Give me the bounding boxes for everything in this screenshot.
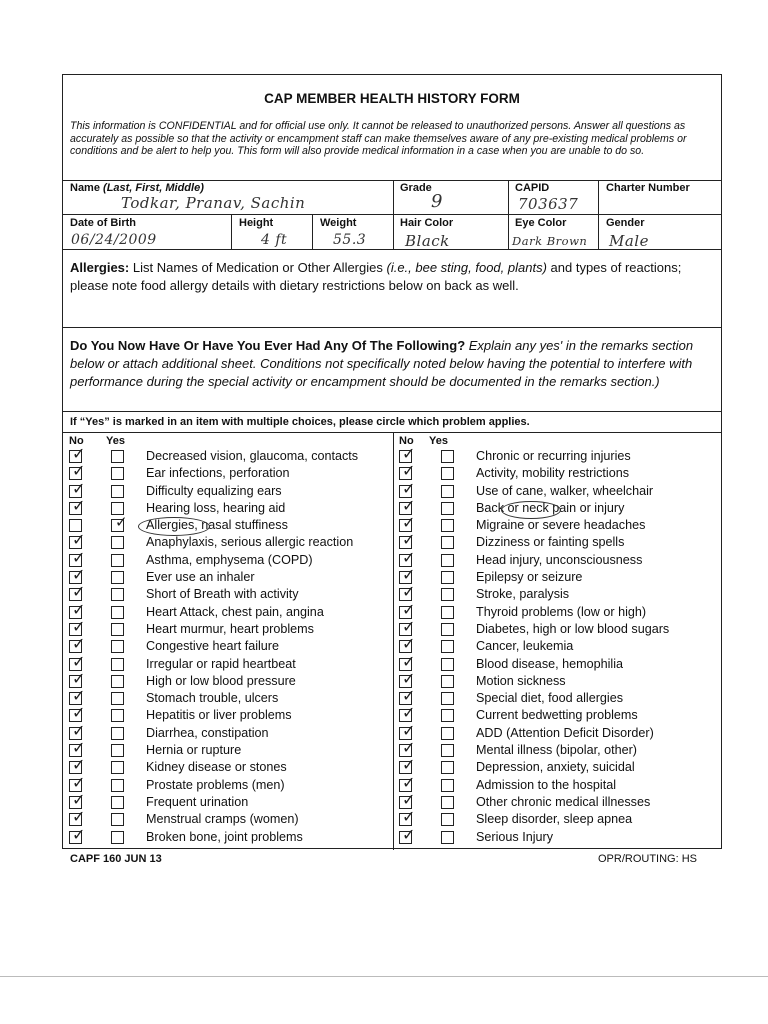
- right-condition-row: [393, 703, 723, 724]
- no-check-mark: ✓: [402, 789, 416, 809]
- condition-label: Depression, anxiety, suicidal: [476, 760, 635, 775]
- condition-label: High or low blood pressure: [146, 673, 296, 688]
- condition-label: Ear infections, perforation: [146, 466, 290, 481]
- condition-label: Congestive heart failure: [146, 639, 280, 654]
- condition-label: Diarrhea, constipation: [146, 725, 269, 740]
- left-condition-row: [63, 478, 393, 500]
- no-check-mark: ✓: [402, 824, 416, 844]
- yes-checkbox[interactable]: [111, 588, 124, 601]
- left-condition-row: [63, 582, 393, 603]
- no-check-mark: ✓: [402, 807, 416, 827]
- yes-checkbox[interactable]: [441, 761, 454, 774]
- condition-label: Frequent urination: [146, 794, 249, 809]
- right-condition-row: [393, 651, 723, 673]
- condition-label: Difficulty equalizing ears: [146, 483, 282, 498]
- health-history-form: [62, 74, 722, 849]
- no-check-mark: ✓: [72, 461, 86, 481]
- no-check-mark: ✓: [72, 738, 86, 758]
- condition-label: Asthma, emphysema (COPD): [146, 552, 313, 567]
- left-condition-row: [63, 599, 393, 621]
- left-condition-row: [63, 547, 393, 569]
- name-label: Name (Last, First, Middle): [70, 182, 204, 194]
- yes-checkbox[interactable]: [111, 623, 124, 636]
- right-condition-row: [393, 530, 723, 551]
- gender-value[interactable]: Male: [609, 232, 649, 250]
- no-check-mark: ✓: [402, 478, 416, 498]
- left-condition-row: [63, 738, 393, 759]
- yes-checkbox[interactable]: [441, 519, 454, 532]
- right-condition-row: [393, 738, 723, 759]
- yes-checkbox[interactable]: [111, 727, 124, 740]
- condition-label: Activity, mobility restrictions: [476, 466, 630, 481]
- right-condition-row: [393, 772, 723, 794]
- left-condition-row: [63, 634, 393, 655]
- left-col-yes: Yes: [106, 435, 125, 447]
- no-check-mark: ✓: [402, 634, 416, 654]
- left-condition-row: [63, 824, 393, 846]
- left-condition-row: [63, 668, 393, 690]
- no-check-mark: ✓: [72, 772, 86, 792]
- right-condition-row: [393, 720, 723, 742]
- no-check-mark: ✓: [402, 547, 416, 567]
- yes-checkbox[interactable]: [441, 709, 454, 722]
- condition-label: Hearing loss, hearing aid: [146, 500, 286, 515]
- no-check-mark: ✓: [402, 495, 416, 515]
- left-condition-row: [63, 720, 393, 742]
- circle-neck-pain: [501, 501, 561, 519]
- condition-label: Short of Breath with activity: [146, 587, 299, 602]
- yes-checkbox[interactable]: [111, 761, 124, 774]
- right-condition-row: [393, 755, 723, 776]
- no-check-mark: ✓: [72, 478, 86, 498]
- condition-label: Motion sickness: [476, 673, 566, 688]
- condition-label: Thyroid problems (low or high): [476, 604, 647, 619]
- no-check-mark: ✓: [402, 565, 416, 585]
- no-check-mark: ✓: [402, 772, 416, 792]
- condition-label: Cancer, leukemia: [476, 639, 574, 654]
- page-bottom-rule: [0, 976, 768, 977]
- yes-checkbox[interactable]: [111, 450, 124, 463]
- confidential-intro: This information is CONFIDENTIAL and for official use only. It cannot be released to unauthorized persons. Answer all questions as accurately as possible so that the activity or encampment staff can make themselves aware of any pre-existing medical problems or conditions and be alert to help you. This form will also provide medical information in a case when you are unable to do so.: [70, 120, 687, 157]
- form-number: CAPF 160 JUN 13: [70, 853, 162, 865]
- divider: [63, 180, 721, 181]
- gender-label: Gender: [606, 217, 645, 229]
- weight-value[interactable]: 55.3: [333, 232, 367, 248]
- condition-label: Migraine or severe headaches: [476, 518, 646, 533]
- yes-checkbox[interactable]: [111, 813, 124, 826]
- yes-checkbox[interactable]: [111, 606, 124, 619]
- condition-label: Head injury, unconsciousness: [476, 552, 643, 567]
- weight-label: Weight: [320, 217, 357, 229]
- no-check-mark: ✓: [72, 530, 86, 550]
- right-condition-row: [393, 807, 723, 828]
- condition-label: Current bedwetting problems: [476, 708, 638, 723]
- left-condition-row: [63, 616, 393, 638]
- yes-checkbox[interactable]: [111, 554, 124, 567]
- yes-checkbox[interactable]: [441, 606, 454, 619]
- yes-checkbox[interactable]: [111, 536, 124, 549]
- left-condition-row: [63, 703, 393, 724]
- yes-checkbox[interactable]: [441, 796, 454, 809]
- condition-label: Serious Injury: [476, 829, 553, 844]
- grade-label: Grade: [400, 182, 432, 194]
- right-col-yes: Yes: [429, 435, 448, 447]
- condition-label: Admission to the hospital: [476, 777, 617, 792]
- condition-label: Kidney disease or stones: [146, 760, 287, 775]
- no-check-mark: ✓: [72, 616, 86, 636]
- yes-checkbox[interactable]: [441, 623, 454, 636]
- condition-label: Back or neck pain or injury: [476, 500, 625, 515]
- condition-label: Ever use an inhaler: [146, 570, 255, 585]
- left-condition-row: [63, 807, 393, 828]
- right-condition-row: [393, 634, 723, 655]
- left-condition-row: [63, 461, 393, 482]
- conditions-instructions: Do You Now Have Or Have You Ever Had Any Of The Following? Explain any yes' in the remarks section below or attach additional sheet. Conditions not specifically noted below having the potential to interfere with performance during the special activity or encampment should be documented in the remarks section.): [70, 338, 694, 389]
- no-check-mark: ✓: [402, 513, 416, 533]
- yes-checkbox[interactable]: [441, 692, 454, 705]
- left-conditions-list: [63, 444, 393, 846]
- condition-label: Broken bone, joint problems: [146, 829, 303, 844]
- condition-label: Irregular or rapid heartbeat: [146, 656, 296, 671]
- no-check-mark: ✓: [402, 599, 416, 619]
- condition-label: Heart murmur, heart problems: [146, 621, 314, 636]
- yes-checkbox[interactable]: [441, 485, 454, 498]
- no-check-mark: ✓: [402, 703, 416, 723]
- no-check-mark: ✓: [72, 807, 86, 827]
- condition-label: Diabetes, high or low blood sugars: [476, 621, 670, 636]
- condition-label: Chronic or recurring injuries: [476, 449, 631, 463]
- no-check-mark: ✓: [402, 616, 416, 636]
- left-condition-row: [63, 755, 393, 776]
- yes-checkbox[interactable]: [441, 675, 454, 688]
- right-condition-row: [393, 461, 723, 482]
- condition-label: Stomach trouble, ulcers: [146, 691, 279, 706]
- yes-checkbox[interactable]: [441, 744, 454, 757]
- condition-label: Use of cane, walker, wheelchair: [476, 483, 654, 498]
- yes-checkbox[interactable]: [441, 450, 454, 463]
- opr-routing: OPR/ROUTING: HS: [598, 853, 698, 865]
- dob-label: Date of Birth: [70, 217, 136, 229]
- right-condition-row: [393, 599, 723, 621]
- circle-allergies: [138, 517, 210, 536]
- no-check-mark: ✓: [72, 495, 86, 515]
- right-condition-row: [393, 686, 723, 707]
- yes-checkbox[interactable]: [111, 485, 124, 498]
- height-value[interactable]: 4 ft: [261, 232, 288, 248]
- condition-label: Special diet, food allergies: [476, 691, 624, 706]
- no-check-mark: ✓: [402, 651, 416, 671]
- height-label: Height: [239, 217, 274, 229]
- yes-checkbox[interactable]: [111, 831, 124, 844]
- yes-checkbox[interactable]: [441, 554, 454, 567]
- no-check-mark: ✓: [402, 530, 416, 550]
- condition-label: Hernia or rupture: [146, 743, 242, 758]
- no-check-mark: ✓: [72, 565, 86, 585]
- name-value[interactable]: Todkar, Pranav, Sachin: [121, 194, 306, 212]
- yes-checkbox[interactable]: [111, 779, 124, 792]
- left-condition-row: [63, 495, 393, 517]
- charter-label: Charter Number: [606, 182, 690, 194]
- no-check-mark: ✓: [72, 720, 86, 740]
- yes-checkbox[interactable]: [111, 709, 124, 722]
- condition-label: Prostate problems (men): [146, 777, 285, 792]
- yes-checkbox[interactable]: [441, 727, 454, 740]
- condition-label: ADD (Attention Deficit Disorder): [476, 725, 654, 740]
- right-condition-row: [393, 582, 723, 603]
- no-check-mark: ✓: [72, 789, 86, 809]
- left-condition-row: [63, 530, 393, 551]
- condition-label: Heart Attack, chest pain, angina: [146, 604, 324, 619]
- no-check-mark: ✓: [72, 547, 86, 567]
- yes-checkbox[interactable]: [441, 813, 454, 826]
- condition-label: Dizziness or fainting spells: [476, 535, 625, 550]
- condition-label: Hepatitis or liver problems: [146, 708, 292, 723]
- grade-value[interactable]: 9: [431, 191, 443, 212]
- left-condition-row: [63, 565, 393, 586]
- condition-label: Epilepsy or seizure: [476, 570, 583, 585]
- no-check-mark: ✓: [72, 651, 86, 671]
- right-condition-row: [393, 513, 723, 534]
- right-col-no: No: [399, 435, 414, 447]
- no-check-mark: ✓: [402, 720, 416, 740]
- yes-checkbox[interactable]: [441, 536, 454, 549]
- left-condition-row: [63, 789, 393, 811]
- right-condition-row: [393, 565, 723, 586]
- condition-label: Decreased vision, glaucoma, contacts: [146, 449, 359, 463]
- no-check-mark: ✓: [72, 755, 86, 775]
- no-check-mark: ✓: [72, 599, 86, 619]
- yes-checkbox[interactable]: [441, 640, 454, 653]
- right-condition-row: [393, 547, 723, 569]
- left-col-no: No: [69, 435, 84, 447]
- right-condition-row: [393, 789, 723, 811]
- no-check-mark: ✓: [402, 755, 416, 775]
- left-condition-row: [63, 772, 393, 794]
- no-check-mark: ✓: [402, 738, 416, 758]
- no-check-mark: ✓: [402, 686, 416, 706]
- yes-checkbox[interactable]: [111, 467, 124, 480]
- yes-checkbox[interactable]: [441, 831, 454, 844]
- no-check-mark: ✓: [72, 824, 86, 844]
- yes-checkbox[interactable]: [111, 796, 124, 809]
- right-condition-row: [393, 824, 723, 846]
- left-condition-row: [63, 444, 393, 465]
- right-condition-row: [393, 668, 723, 690]
- yes-checkbox[interactable]: [441, 588, 454, 601]
- dob-value[interactable]: 06/24/2009: [71, 232, 157, 248]
- condition-label: Mental illness (bipolar, other): [476, 743, 637, 758]
- no-check-mark: ✓: [402, 582, 416, 602]
- no-check-mark: ✓: [72, 634, 86, 654]
- condition-label: Anaphylaxis, serious allergic reaction: [146, 535, 354, 550]
- condition-label: Blood disease, hemophilia: [476, 656, 624, 671]
- yes-checkbox[interactable]: [441, 779, 454, 792]
- yes-checkbox[interactable]: [111, 640, 124, 653]
- left-condition-row: [63, 686, 393, 707]
- no-check-mark: ✓: [72, 582, 86, 602]
- yes-check-mark: ✓: [115, 513, 128, 532]
- yes-checkbox[interactable]: [441, 571, 454, 584]
- no-check-mark: ✓: [72, 668, 86, 688]
- no-check-mark: ✓: [402, 668, 416, 688]
- condition-label: Sleep disorder, sleep apnea: [476, 812, 633, 827]
- right-condition-row: [393, 478, 723, 500]
- no-check-mark: ✓: [72, 686, 86, 706]
- form-title: CAP MEMBER HEALTH HISTORY FORM: [264, 91, 520, 106]
- yes-checkbox[interactable]: [111, 744, 124, 757]
- yes-checkbox[interactable]: [441, 467, 454, 480]
- condition-label: Other chronic medical illnesses: [476, 794, 651, 809]
- left-condition-row: [63, 513, 393, 534]
- no-check-mark: ✓: [402, 461, 416, 481]
- right-condition-row: [393, 444, 723, 465]
- condition-label: Stroke, paralysis: [476, 587, 570, 602]
- hair-color-label: Hair Color: [400, 217, 454, 229]
- condition-label: Menstrual cramps (women): [146, 812, 299, 827]
- right-condition-row: [393, 616, 723, 638]
- yes-checkbox[interactable]: [111, 658, 124, 671]
- no-check-mark: ✓: [72, 703, 86, 723]
- capid-value[interactable]: 703637: [518, 195, 579, 213]
- condition-label: Allergies, nasal stuffiness: [146, 518, 288, 533]
- allergies-prompt: Allergies: List Names of Medication or Other Allergies (i.e., bee sting, food, plants) and types of reactions; please note food allergy details with dietary restrictions below on back as well.: [70, 260, 682, 293]
- yes-checkbox[interactable]: [111, 571, 124, 584]
- if-yes-note: If “Yes” is marked in an item with multiple choices, please circle which problem applies.: [70, 416, 530, 428]
- yes-checkbox[interactable]: [441, 502, 454, 515]
- no-check-mark: ✓: [402, 444, 416, 463]
- yes-checkbox[interactable]: [111, 675, 124, 688]
- yes-checkbox[interactable]: [111, 692, 124, 705]
- capid-label: CAPID: [515, 182, 550, 194]
- yes-checkbox[interactable]: [441, 658, 454, 671]
- no-check-mark: ✓: [72, 444, 86, 463]
- hair-color-value[interactable]: Black: [405, 232, 450, 250]
- eye-color-value[interactable]: Dark Brown: [512, 234, 588, 248]
- left-condition-row: [63, 651, 393, 673]
- eye-color-label: Eye Color: [515, 217, 567, 229]
